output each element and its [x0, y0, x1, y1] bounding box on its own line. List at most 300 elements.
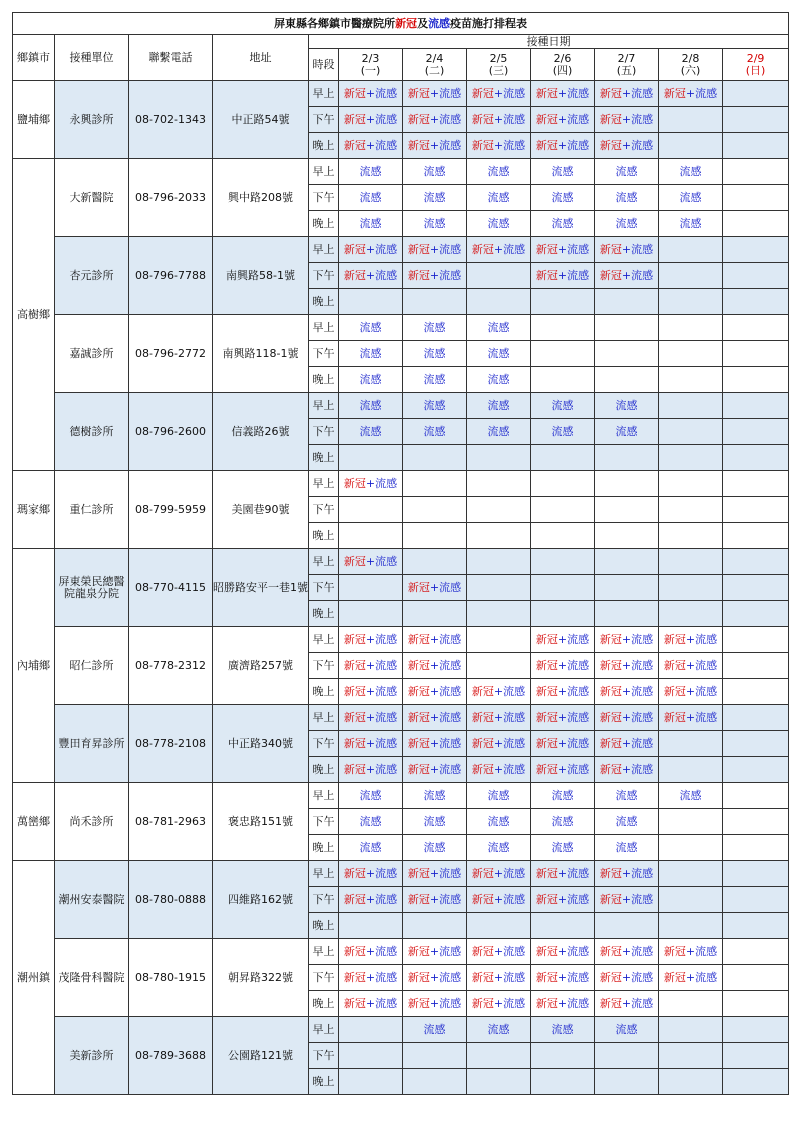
schedule-cell	[659, 705, 723, 731]
schedule-cell	[723, 185, 789, 211]
schedule-cell	[595, 523, 659, 549]
clinic-name: 潮州安泰醫院	[55, 861, 129, 939]
flu-tag: 流感	[503, 112, 526, 126]
schedule-cell	[595, 263, 659, 289]
period-label: 晚上	[309, 523, 339, 549]
schedule-cell	[723, 315, 789, 341]
schedule-cell	[531, 315, 595, 341]
schedule-cell	[723, 991, 789, 1017]
title-mid: 及	[417, 16, 429, 30]
schedule-cell	[339, 705, 403, 731]
covid-tag: 新冠	[407, 242, 430, 256]
period-label: 下午	[309, 107, 339, 133]
clinic-name: 嘉誠診所	[55, 315, 129, 393]
flu-tag: 流感	[375, 632, 398, 646]
schedule-cell	[403, 107, 467, 133]
plus-sign: +	[493, 944, 504, 958]
schedule-cell	[339, 679, 403, 705]
date-label: 2/9	[746, 51, 765, 65]
schedule-cell	[339, 471, 403, 497]
schedule-cell	[659, 419, 723, 445]
schedule-cell	[659, 549, 723, 575]
schedule-cell	[467, 887, 531, 913]
flu-tag: 流感	[375, 138, 398, 152]
covid-tag: 新冠	[535, 268, 558, 282]
schedule-cell	[403, 575, 467, 601]
schedule-cell	[403, 705, 467, 731]
schedule-cell	[659, 601, 723, 627]
schedule-cell	[723, 445, 789, 471]
schedule-cell	[403, 419, 467, 445]
schedule-cell	[339, 757, 403, 783]
flu-tag: 流感	[423, 814, 446, 828]
plus-sign: +	[429, 242, 440, 256]
schedule-cell	[723, 419, 789, 445]
plus-sign: +	[493, 996, 504, 1010]
schedule-cell	[595, 731, 659, 757]
schedule-cell	[531, 653, 595, 679]
covid-tag: 新冠	[599, 944, 622, 958]
covid-tag: 新冠	[471, 866, 494, 880]
schedule-cell	[467, 159, 531, 185]
schedule-cell	[531, 549, 595, 575]
plus-sign: +	[365, 710, 376, 724]
schedule-cell	[467, 341, 531, 367]
flu-tag: 流感	[695, 658, 718, 672]
covid-tag: 新冠	[599, 736, 622, 750]
schedule-cell	[403, 731, 467, 757]
schedule-cell	[467, 1043, 531, 1069]
period-label: 下午	[309, 887, 339, 913]
schedule-cell	[339, 445, 403, 471]
flu-tag: 流感	[679, 216, 702, 230]
schedule-cell	[723, 497, 789, 523]
schedule-cell	[467, 705, 531, 731]
schedule-cell	[467, 211, 531, 237]
clinic-address: 信義路26號	[213, 393, 309, 471]
schedule-cell	[403, 289, 467, 315]
schedule-cell	[531, 81, 595, 107]
period-label: 下午	[309, 341, 339, 367]
schedule-cell	[339, 575, 403, 601]
period-label: 晚上	[309, 913, 339, 939]
flu-tag: 流感	[567, 138, 590, 152]
schedule-cell	[467, 731, 531, 757]
plus-sign: +	[557, 996, 568, 1010]
plus-sign: +	[685, 944, 696, 958]
period-label: 早上	[309, 627, 339, 653]
flu-tag: 流感	[551, 424, 574, 438]
flu-tag: 流感	[487, 840, 510, 854]
flu-tag: 流感	[503, 892, 526, 906]
schedule-cell	[531, 497, 595, 523]
schedule-cell	[339, 159, 403, 185]
schedule-cell	[659, 133, 723, 159]
flu-tag: 流感	[423, 216, 446, 230]
schedule-cell	[723, 835, 789, 861]
covid-tag: 新冠	[407, 112, 430, 126]
plus-sign: +	[429, 632, 440, 646]
flu-tag: 流感	[567, 996, 590, 1010]
covid-tag: 新冠	[471, 112, 494, 126]
plus-sign: +	[365, 554, 376, 568]
flu-tag: 流感	[615, 1022, 638, 1036]
schedule-cell	[531, 107, 595, 133]
schedule-cell	[403, 653, 467, 679]
period-label: 下午	[309, 497, 339, 523]
flu-tag: 流感	[375, 892, 398, 906]
schedule-cell	[595, 835, 659, 861]
schedule-cell	[723, 211, 789, 237]
schedule-cell	[531, 887, 595, 913]
plus-sign: +	[557, 268, 568, 282]
schedule-cell	[659, 731, 723, 757]
schedule-cell	[659, 835, 723, 861]
schedule-cell	[723, 913, 789, 939]
flu-tag: 流感	[439, 632, 462, 646]
flu-tag: 流感	[487, 346, 510, 360]
plus-sign: +	[557, 944, 568, 958]
schedule-cell	[339, 627, 403, 653]
flu-tag: 流感	[503, 86, 526, 100]
flu-tag: 流感	[615, 190, 638, 204]
schedule-cell	[531, 445, 595, 471]
flu-tag: 流感	[551, 164, 574, 178]
weekday-label: (三)	[488, 63, 509, 77]
date-label: 2/7	[617, 51, 636, 65]
schedule-cell	[723, 237, 789, 263]
covid-tag: 新冠	[407, 138, 430, 152]
period-label: 早上	[309, 315, 339, 341]
schedule-cell	[339, 133, 403, 159]
flu-tag: 流感	[567, 684, 590, 698]
schedule-cell	[467, 835, 531, 861]
schedule-cell	[595, 679, 659, 705]
plus-sign: +	[365, 86, 376, 100]
schedule-cell	[531, 835, 595, 861]
period-label: 晚上	[309, 601, 339, 627]
flu-tag: 流感	[631, 892, 654, 906]
covid-tag: 新冠	[599, 242, 622, 256]
plus-sign: +	[429, 684, 440, 698]
flu-tag: 流感	[551, 814, 574, 828]
covid-tag: 新冠	[407, 944, 430, 958]
plus-sign: +	[365, 138, 376, 152]
plus-sign: +	[493, 710, 504, 724]
schedule-cell	[403, 393, 467, 419]
covid-tag: 新冠	[343, 658, 366, 672]
schedule-cell	[723, 159, 789, 185]
schedule-cell	[659, 237, 723, 263]
plus-sign: +	[493, 86, 504, 100]
flu-tag: 流感	[359, 814, 382, 828]
plus-sign: +	[557, 736, 568, 750]
flu-tag: 流感	[375, 242, 398, 256]
period-label: 早上	[309, 1017, 339, 1043]
flu-tag: 流感	[487, 1022, 510, 1036]
clinic-address: 中正路340號	[213, 705, 309, 783]
flu-tag: 流感	[487, 372, 510, 386]
covid-tag: 新冠	[343, 632, 366, 646]
schedule-cell	[339, 497, 403, 523]
covid-tag: 新冠	[343, 86, 366, 100]
covid-tag: 新冠	[535, 632, 558, 646]
flu-tag: 流感	[359, 190, 382, 204]
schedule-cell	[403, 861, 467, 887]
schedule-cell	[595, 653, 659, 679]
schedule-cell	[339, 185, 403, 211]
covid-tag: 新冠	[535, 684, 558, 698]
flu-tag: 流感	[615, 164, 638, 178]
period-label: 早上	[309, 393, 339, 419]
schedule-cell	[595, 341, 659, 367]
flu-tag: 流感	[567, 762, 590, 776]
flu-tag: 流感	[375, 684, 398, 698]
flu-tag: 流感	[631, 658, 654, 672]
plus-sign: +	[429, 892, 440, 906]
clinic-address: 中正路54號	[213, 81, 309, 159]
covid-tag: 新冠	[343, 944, 366, 958]
flu-tag: 流感	[439, 970, 462, 984]
schedule-cell	[403, 913, 467, 939]
plus-sign: +	[621, 86, 632, 100]
schedule-cell	[403, 471, 467, 497]
flu-tag: 流感	[439, 710, 462, 724]
plus-sign: +	[365, 684, 376, 698]
clinic-address: 褒忠路151號	[213, 783, 309, 861]
covid-tag: 新冠	[471, 684, 494, 698]
covid-tag: 新冠	[343, 268, 366, 282]
covid-tag: 新冠	[599, 684, 622, 698]
flu-tag: 流感	[487, 814, 510, 828]
schedule-cell	[467, 601, 531, 627]
schedule-cell	[467, 367, 531, 393]
schedule-cell	[531, 471, 595, 497]
header-address: 地址	[213, 35, 309, 81]
schedule-cell	[531, 367, 595, 393]
plus-sign: +	[365, 268, 376, 282]
flu-tag: 流感	[615, 216, 638, 230]
covid-tag: 新冠	[663, 684, 686, 698]
plus-sign: +	[557, 970, 568, 984]
schedule-cell	[531, 679, 595, 705]
plus-sign: +	[365, 944, 376, 958]
plus-sign: +	[429, 970, 440, 984]
covid-tag: 新冠	[343, 138, 366, 152]
period-label: 下午	[309, 263, 339, 289]
plus-sign: +	[429, 658, 440, 672]
plus-sign: +	[365, 996, 376, 1010]
covid-tag: 新冠	[599, 892, 622, 906]
schedule-cell	[595, 861, 659, 887]
flu-tag: 流感	[439, 996, 462, 1010]
schedule-cell	[659, 159, 723, 185]
covid-tag: 新冠	[599, 112, 622, 126]
flu-tag: 流感	[551, 1022, 574, 1036]
plus-sign: +	[493, 762, 504, 776]
plus-sign: +	[557, 866, 568, 880]
schedule-cell	[531, 575, 595, 601]
schedule-cell	[723, 1069, 789, 1095]
flu-tag: 流感	[695, 710, 718, 724]
flu-tag: 流感	[695, 684, 718, 698]
flu-tag: 流感	[631, 710, 654, 724]
covid-tag: 新冠	[599, 138, 622, 152]
flu-tag: 流感	[503, 762, 526, 776]
period-label: 晚上	[309, 289, 339, 315]
flu-tag: 流感	[551, 190, 574, 204]
schedule-cell	[595, 471, 659, 497]
schedule-cell	[339, 913, 403, 939]
schedule-cell	[595, 107, 659, 133]
schedule-cell	[403, 783, 467, 809]
plus-sign: +	[621, 866, 632, 880]
schedule-cell	[723, 341, 789, 367]
schedule-cell	[403, 887, 467, 913]
plus-sign: +	[685, 658, 696, 672]
schedule-cell	[531, 939, 595, 965]
schedule-cell	[659, 757, 723, 783]
covid-tag: 新冠	[599, 762, 622, 776]
clinic-phone: 08-789-3688	[129, 1017, 213, 1095]
schedule-cell	[403, 549, 467, 575]
period-label: 早上	[309, 159, 339, 185]
covid-tag: 新冠	[663, 970, 686, 984]
schedule-cell	[339, 393, 403, 419]
schedule-cell	[723, 107, 789, 133]
schedule-cell	[659, 367, 723, 393]
date-label: 2/8	[681, 51, 700, 65]
covid-tag: 新冠	[663, 710, 686, 724]
schedule-cell	[659, 653, 723, 679]
schedule-cell	[595, 1017, 659, 1043]
schedule-cell	[531, 523, 595, 549]
schedule-cell	[339, 1069, 403, 1095]
flu-tag: 流感	[375, 996, 398, 1010]
plus-sign: +	[429, 996, 440, 1010]
schedule-cell	[595, 497, 659, 523]
plus-sign: +	[557, 762, 568, 776]
period-label: 早上	[309, 549, 339, 575]
table-row	[13, 471, 789, 497]
flu-tag: 流感	[439, 762, 462, 776]
schedule-cell	[339, 367, 403, 393]
covid-tag: 新冠	[407, 684, 430, 698]
header-period: 時段	[309, 49, 339, 81]
schedule-cell	[339, 809, 403, 835]
title-row	[13, 13, 789, 35]
schedule-cell	[531, 861, 595, 887]
plus-sign: +	[493, 970, 504, 984]
flu-tag: 流感	[439, 736, 462, 750]
flu-tag: 流感	[551, 398, 574, 412]
covid-tag: 新冠	[343, 996, 366, 1010]
clinic-phone: 08-778-2108	[129, 705, 213, 783]
flu-tag: 流感	[631, 684, 654, 698]
covid-tag: 新冠	[343, 762, 366, 776]
schedule-cell	[531, 1069, 595, 1095]
schedule-cell	[659, 81, 723, 107]
clinic-address: 興中路208號	[213, 159, 309, 237]
schedule-cell	[659, 627, 723, 653]
schedule-cell	[659, 1017, 723, 1043]
covid-tag: 新冠	[407, 580, 430, 594]
schedule-cell	[595, 367, 659, 393]
schedule-cell	[659, 341, 723, 367]
flu-tag: 流感	[359, 840, 382, 854]
plus-sign: +	[429, 710, 440, 724]
schedule-cell	[403, 601, 467, 627]
flu-tag: 流感	[487, 320, 510, 334]
clinic-name: 尚禾診所	[55, 783, 129, 861]
schedule-cell	[339, 81, 403, 107]
period-label: 早上	[309, 861, 339, 887]
schedule-cell	[339, 523, 403, 549]
schedule-cell	[339, 991, 403, 1017]
covid-tag: 新冠	[407, 866, 430, 880]
plus-sign: +	[493, 736, 504, 750]
schedule-cell	[467, 653, 531, 679]
plus-sign: +	[429, 580, 440, 594]
clinic-address: 四維路162號	[213, 861, 309, 939]
plus-sign: +	[365, 736, 376, 750]
covid-tag: 新冠	[471, 710, 494, 724]
header-row-1	[13, 35, 789, 49]
schedule-cell	[403, 445, 467, 471]
schedule-cell	[403, 341, 467, 367]
period-label: 下午	[309, 809, 339, 835]
flu-tag: 流感	[439, 268, 462, 282]
schedule-cell	[531, 133, 595, 159]
flu-tag: 流感	[631, 242, 654, 256]
date-header	[339, 49, 403, 81]
schedule-cell	[531, 627, 595, 653]
covid-tag: 新冠	[663, 944, 686, 958]
clinic-name: 重仁診所	[55, 471, 129, 549]
covid-tag: 新冠	[535, 710, 558, 724]
schedule-cell	[531, 601, 595, 627]
plus-sign: +	[429, 86, 440, 100]
schedule-cell	[531, 731, 595, 757]
schedule-cell	[595, 627, 659, 653]
schedule-cell	[531, 185, 595, 211]
covid-tag: 新冠	[663, 632, 686, 646]
flu-tag: 流感	[375, 658, 398, 672]
flu-tag: 流感	[567, 658, 590, 672]
schedule-cell	[467, 1017, 531, 1043]
schedule-cell	[723, 523, 789, 549]
schedule-cell	[467, 315, 531, 341]
flu-tag: 流感	[423, 320, 446, 334]
period-label: 下午	[309, 185, 339, 211]
schedule-cell	[339, 237, 403, 263]
table-row	[13, 627, 789, 653]
plus-sign: +	[621, 632, 632, 646]
covid-tag: 新冠	[535, 658, 558, 672]
flu-tag: 流感	[487, 424, 510, 438]
date-label: 2/3	[361, 51, 380, 65]
schedule-cell	[723, 679, 789, 705]
flu-tag: 流感	[375, 866, 398, 880]
covid-tag: 新冠	[343, 866, 366, 880]
plus-sign: +	[685, 684, 696, 698]
flu-tag: 流感	[423, 840, 446, 854]
covid-tag: 新冠	[343, 736, 366, 750]
flu-tag: 流感	[359, 320, 382, 334]
plus-sign: +	[621, 710, 632, 724]
covid-tag: 新冠	[471, 970, 494, 984]
schedule-cell	[595, 783, 659, 809]
